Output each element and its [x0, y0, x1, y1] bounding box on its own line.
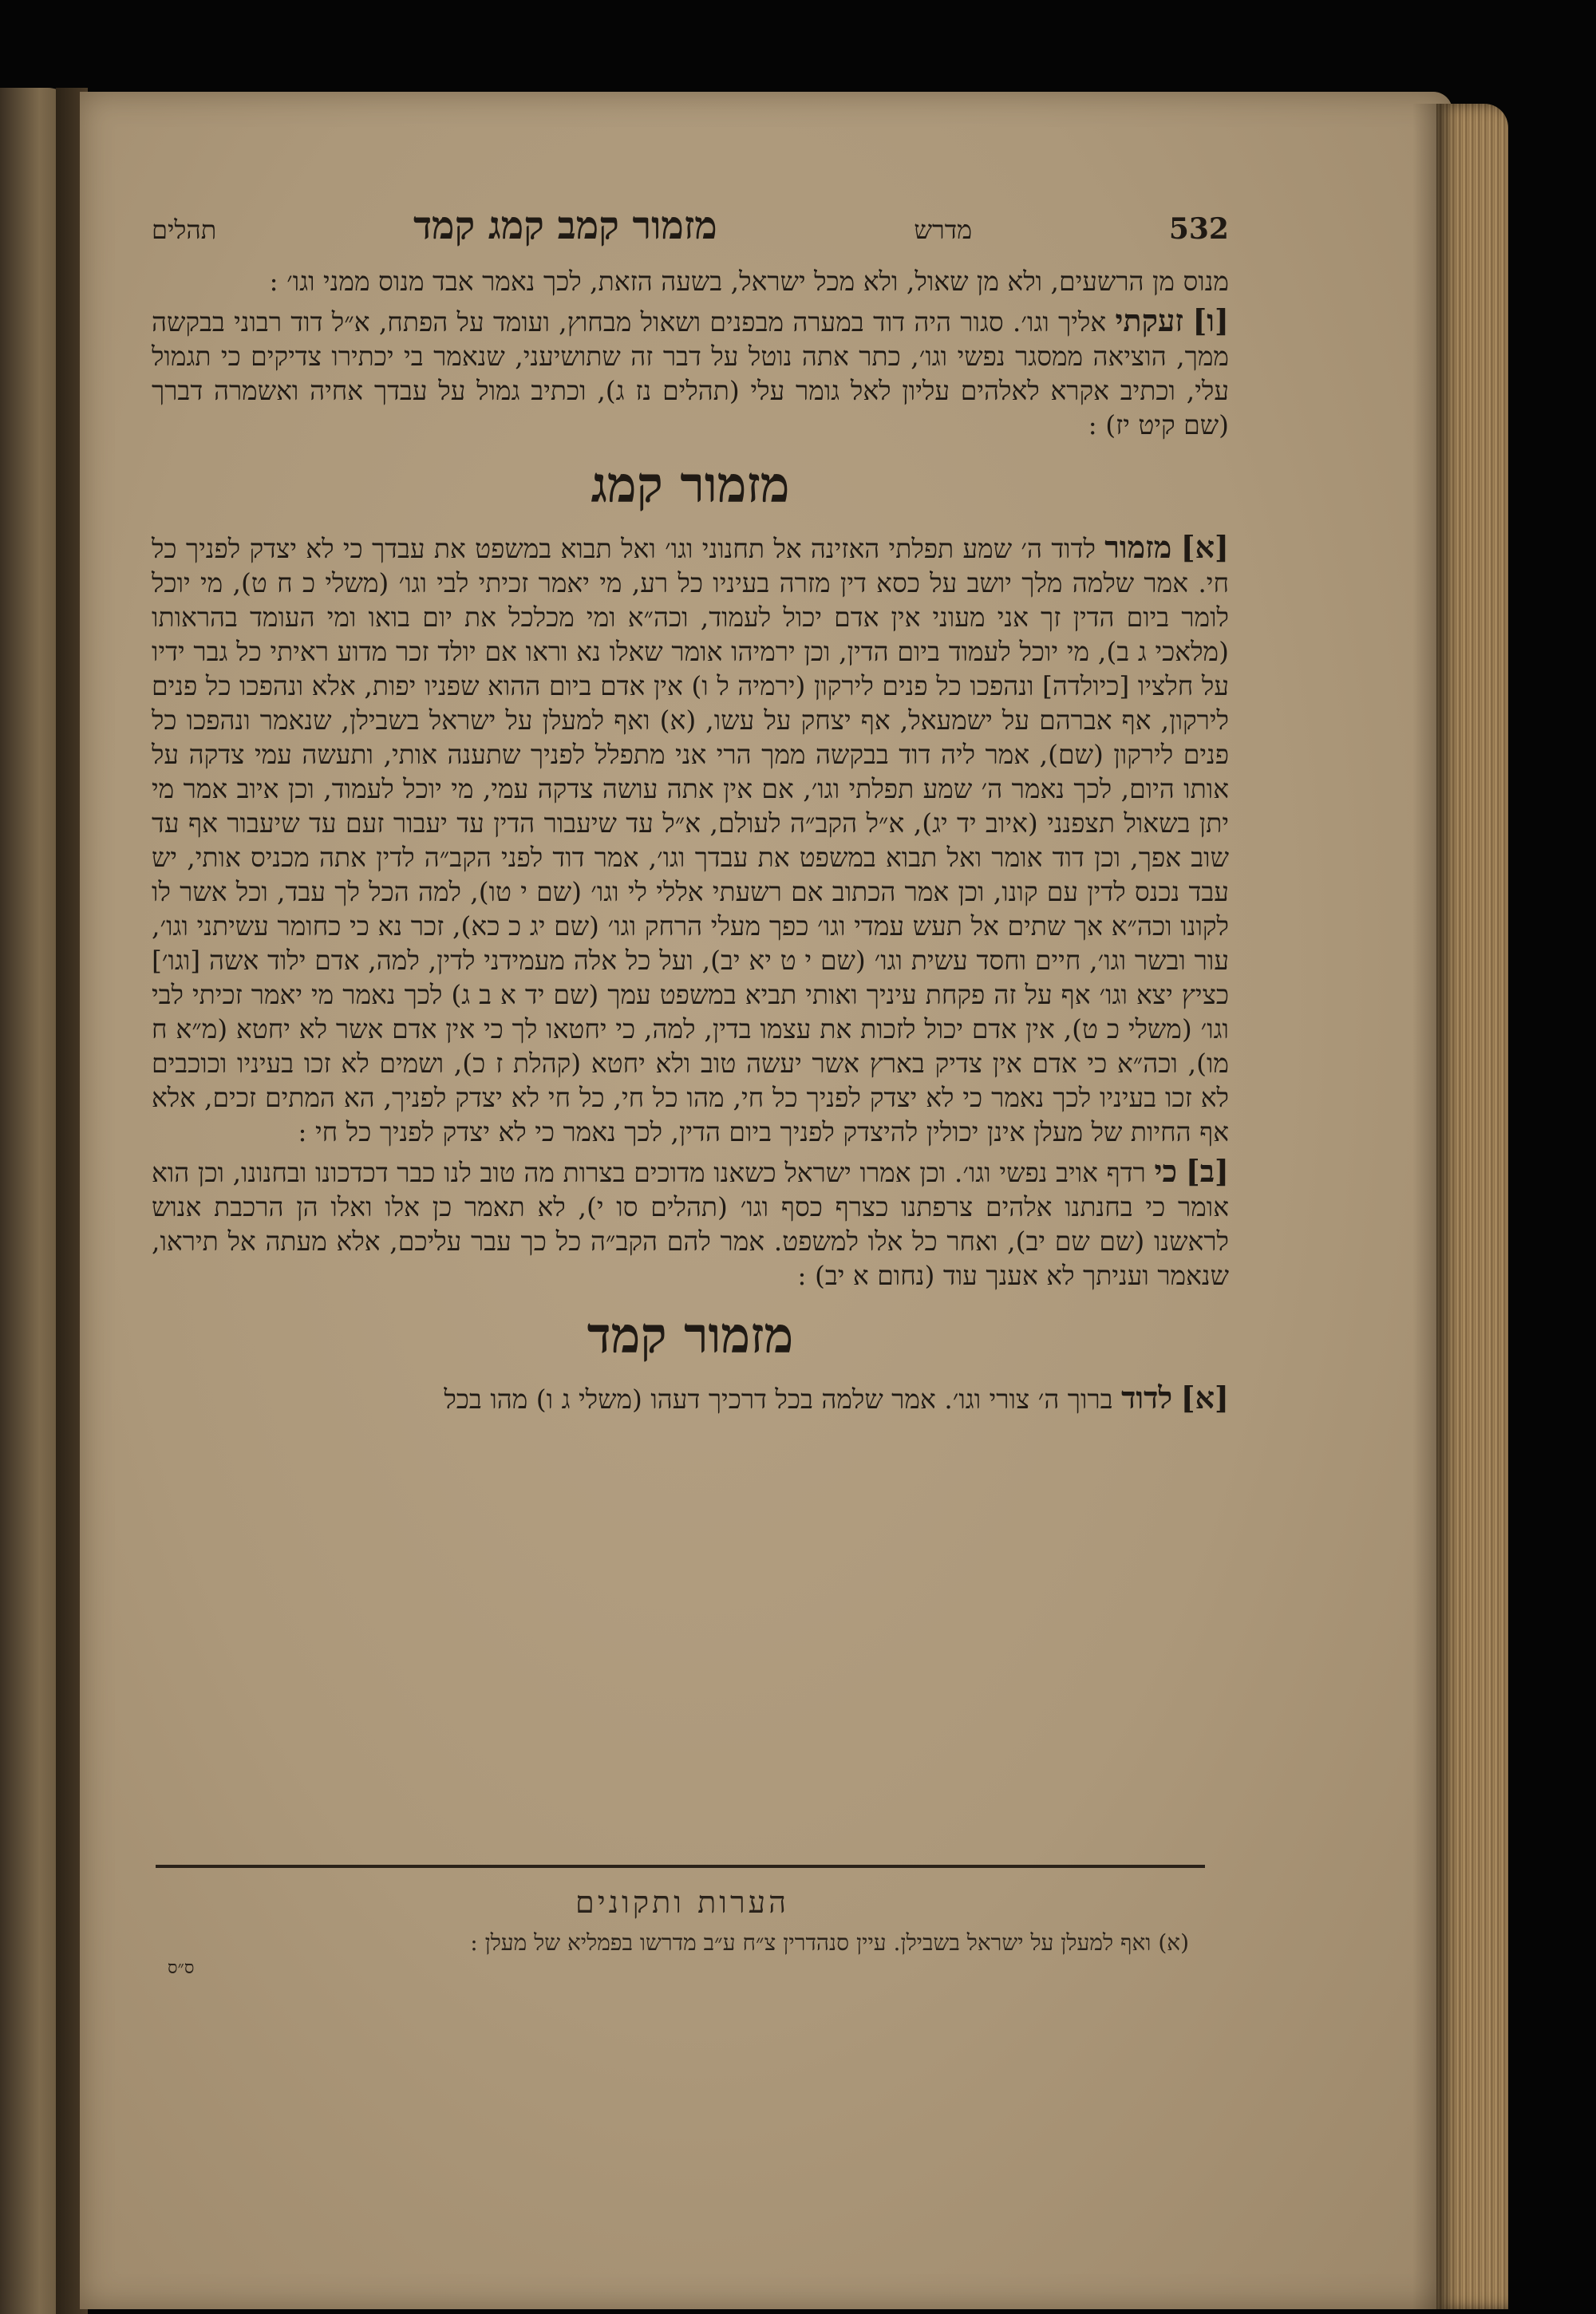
psalm-143-paragraph-1: [152, 530, 1229, 1149]
footnote-divider: [156, 1865, 1205, 1868]
paragraph-text: אליך וגו׳. סגור היה דוד במערה מבפנים ושאול מבחוץ, ועומד על הפתח, א״ל דוד רבוני בבקשה ממך, הוציאה ממסגר נפשי וגו׳, כתר אתה נוטל על דבר זה שתושיעני, שנאמר בי יכתירו צדיקים כי תגמול עלי, וכתיב אקרא לאלהים עליון לאל גומר עלי (תהלים נז ג), וכתיב גמול על עבדך אחיה ואשמרה דברך (שם קיט יז) :: [152, 306, 1229, 440]
psalm-143-title: מזמור קמג: [591, 456, 790, 514]
page-stack-edges: [1436, 104, 1508, 2309]
paragraph-lead-word: לדוד: [1121, 1380, 1173, 1416]
paragraph-6: [152, 303, 1229, 442]
continuation-paragraph: [152, 264, 1229, 298]
paragraph-lead-word: כי: [1154, 1153, 1178, 1189]
notes-section: [168, 1885, 1189, 1978]
psalm-range-heading: מזמור קמב קמג קמד: [413, 203, 717, 248]
paragraph-lead-word: זעקתי: [1115, 302, 1184, 338]
psalm-144-title: מזמור קמד: [587, 1306, 794, 1364]
page-text: [152, 203, 1229, 1421]
paragraph-text: מנוס מן הרשעים, ולא מן שאול, ולא מכל ישראל, בשעה הזאת, לכך נאמר אבד מנוס ממני וגו׳ :: [269, 266, 1229, 297]
paragraph-marker: [א]: [1180, 529, 1229, 565]
book-title: תהלים: [152, 215, 217, 245]
paragraph-lead-word: מזמור: [1104, 529, 1172, 565]
printer-signature: ס״ס: [168, 1958, 195, 1978]
notes-title: הערות ותקונים: [575, 1885, 789, 1920]
paragraph-marker: [ב]: [1185, 1153, 1230, 1189]
paragraph-text: לדוד ה׳ שמע תפלתי האזינה אל תחנוני וגו׳ ואל תבוא במשפט את עבדך כי לא יצדק לפניך כל חי. אמר שלמה מלך יושב על כסא דין מזרה בעיניו כל רע, מי יאמר זכיתי לבי וגו׳ (משלי כ ח ט), מי יוכל לומר ביום הדין זך אני מעוני אין אדם יכול לעמוד, וכה״א ומי מכלכל את יום בואו ומי העומד בהראותו (מלאכי ג ב), מי יוכל לעמוד ביום הדין, וכן ירמיהו אומר שאלו נא וראו אם יולד זכר מדוע ראיתי כל גבר ידיו על חלציו [כיולדה] ונהפכו כל פנים לירקון (ירמיה ל ו) אין אדם ביום ההוא שפניו יפות, אלא ונהפכו כל פנים לירקון, אף אברהם על ישמעאל, אף יצחק על עשו, (א) ואף למעלן על ישראל בשבילן, שנאמר ונהפכו כל פנים לירקון (שם), אמר ליה דוד בבקשה ממך הרי אני מתפלל לפניך שתענה אותי, ותעשה עמי צדקה על אותו היום, לכך נאמר ה׳ שמע תפלתי וגו׳, אם אין אתה עושה צדקה עמי, מי יוכל לעמוד, וכן איוב אמר מי יתן בשאול תצפנני (איוב יד יג), א״ל הקב״ה לעולם, א״ל עד שיעבור הדין עד יעבור זעם עד שיעבור אף עד שוב אפך, וכן דוד אומר ואל תבוא במשפט את עבדך וגו׳, אמר דוד לפני הקב״ה לדין אתה מכניס אותי, יש עבד נכנס לדין עם קונו, וכן אמר הכתוב אם רשעתי אללי לי וגו׳ (שם י טו), למה הכל לך עבד, וכל אשר לו לקונו וכה״א אך שתים אל תעש עמדי וגו׳ כפך מעלי הרחק וגו׳ (שם יג כ כא), זכר נא כי כחומר עשיתני וגו׳, עור ובשר וגו׳, חיים וחסד עשית וגו׳ (שם י ט יא יב), ועל כל אלה מעמידני לדין, למה, אדם ילוד אשה [וגו׳] כציץ יצא וגו׳ אף על זה פקחת עיניך ואותי תביא במשפט עמך (שם יד א ב ג) לכך נאמר מי יאמר זכיתי לבי וגו׳ (משלי כ ט), אין אדם יכול לזכות את עצמו בדין, למה, כי יחטאו לך כי אין אדם אשר לא יחטא (מ״א ח מו), וכה״א כי אדם אין צדיק בארץ אשר יעשה טוב ולא יחטא (קהלת ז כ), ושמים לא זכו בעיניו וכוכבים לא זכו בעיניו לכך נאמר כי לא יצדק לפניך כל חי, מהו כל חי, כל חי לא יצדק לפניך, הא המתים זכים, אלא אף החיות של מעלן אינן יכולין להיצדק לפניך ביום הדין, לכך נאמר כי לא יצדק לפניך כל חי :: [152, 533, 1229, 1147]
paragraph-marker: [ו]: [1192, 302, 1229, 338]
running-header: [152, 203, 1229, 259]
psalm-144-paragraph-1: [152, 1380, 1229, 1416]
paragraph-text: רדף אויב נפשי וגו׳. וכן אמרו ישראל כשאנו מדוכים בצרות מה טוב לנו כבר דכדכונו ובחנונו, וכן הוא אומר כי בחנתנו אלהים צרפתנו כצרף כסף וגו׳ (תהלים סו י), לא תאמר כן אלו ואלו הן הרכבת אנוש לראשנו (שם שם יב), ואחר כל אלו למשפט. אמר להם הקב״ה כל כך עבר עליכם, אלא מעתה אל תיראו, שנאמר ועניתך לא אענך עוד (נחום א יב) :: [152, 1157, 1229, 1291]
paragraph-marker: [א]: [1180, 1380, 1229, 1416]
note-line: (א) ואף למעלן על ישראל בשבילן. עיין סנהדרין צ״ח ע״ב מדרשו בפמליא של מעלן :: [470, 1929, 1189, 1956]
psalm-143-paragraph-2: [152, 1154, 1229, 1293]
work-title: מדרש: [914, 215, 973, 245]
paragraph-text: ברוך ה׳ צורי וגו׳. אמר שלמה בכל דרכיך דעהו (משלי ג ו) מהו בכל: [444, 1384, 1113, 1415]
page-number: 532: [1168, 212, 1229, 246]
